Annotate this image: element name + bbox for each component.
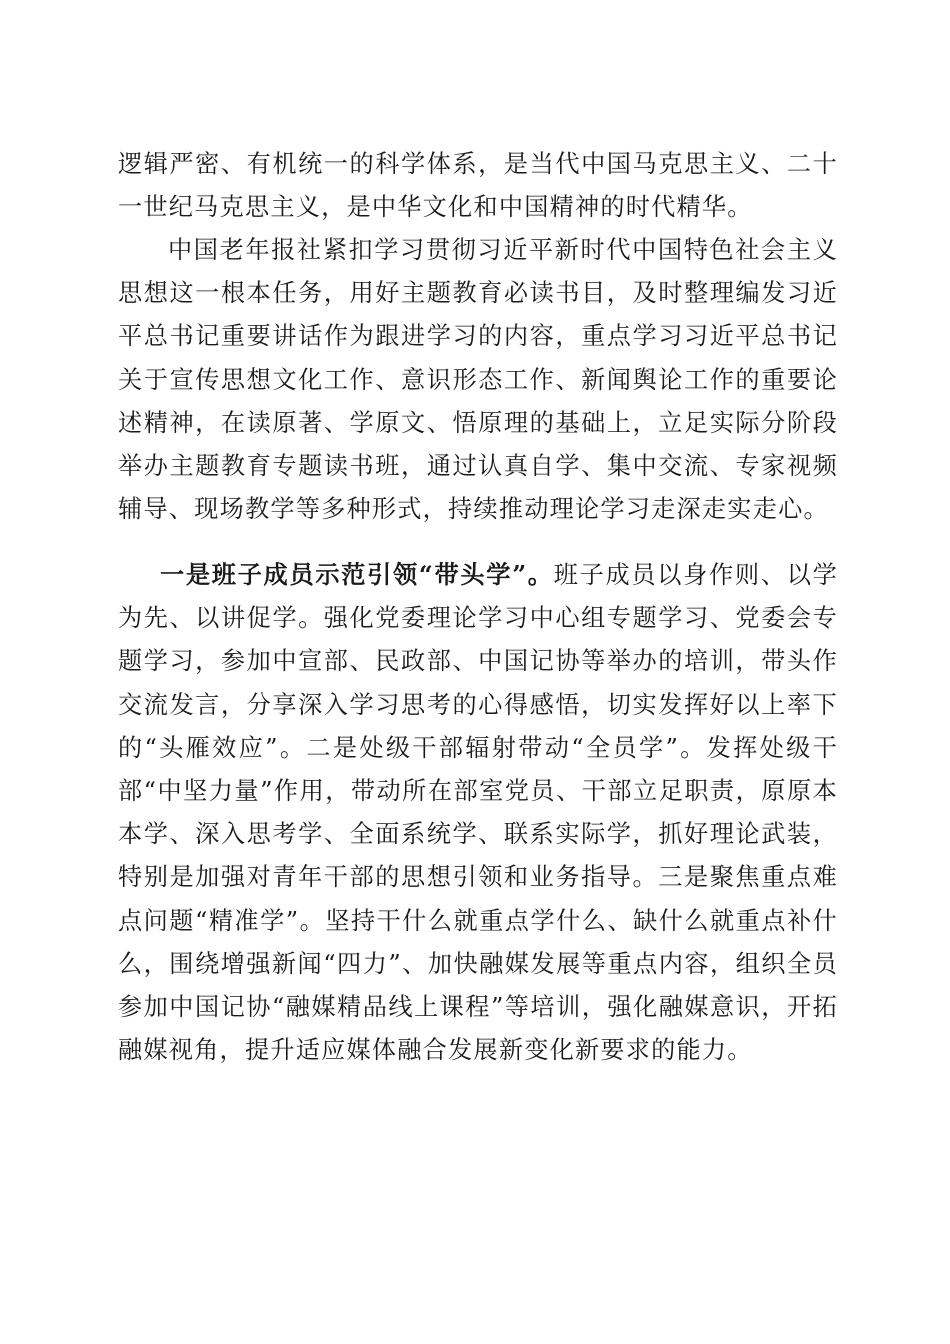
- paragraph-study-overview: [118, 229, 838, 531]
- paragraph-text: 中国老年报社紧扣学习贯彻习近平新时代中国特色社会主义思想这一根本任务，用好主题教育必读书目，及时整理编发习近平总书记重要讲话作为跟进学习的内容，重点学习习近平总书记关于宣传思想文化工作、意识形态工作、新闻舆论工作的重要论述精神，在读原著、学原文、悟原理的基础上，立足实际分阶段举办主题教育专题读书班，通过认真自学、集中交流、专家视频辅导、现场教学等多种形式，持续推动理论学习走深走实走心。: [118, 236, 838, 524]
- paragraph-text: 班子成员以身作则、以学为先、以讲促学。强化党委理论学习中心组专题学习、党委会专题学习，参加中宣部、民政部、中国记协等举办的培训，带头作交流发言，分享深入学习思考的心得感悟，切实发挥好以上率下的“头雁效应”。二是处级干部辐射带动“全员学”。发挥处级干部“中坚力量”作用，带动所在部室党员、干部立足职责，原原本本学、深入思考学、全面系统学、联系实际学，抓好理论武装，特别是加强对青年干部的思想引领和业务指导。三是聚焦重点难点问题“精准学”。坚持干什么就重点学什么、缺什么就重点补什么，围绕增强新闻“四力”、加快融媒发展等重点内容，组织全员参加中国记协“融媒精品线上课程”等培训，强化融媒意识，开拓融媒视角，提升适应媒体融合发展新变化新要求的能力。: [118, 561, 838, 1065]
- paragraph-text: 逻辑严密、有机统一的科学体系，是当代中国马克思主义、二十一世纪马克思主义，是中华文化和中国精神的时代精华。: [118, 150, 838, 222]
- paragraph-continuation: [118, 143, 838, 229]
- paragraph-study-measures: [118, 553, 838, 1072]
- paragraph-lead-heading: 一是班子成员示范引领“带头学”。: [160, 560, 554, 589]
